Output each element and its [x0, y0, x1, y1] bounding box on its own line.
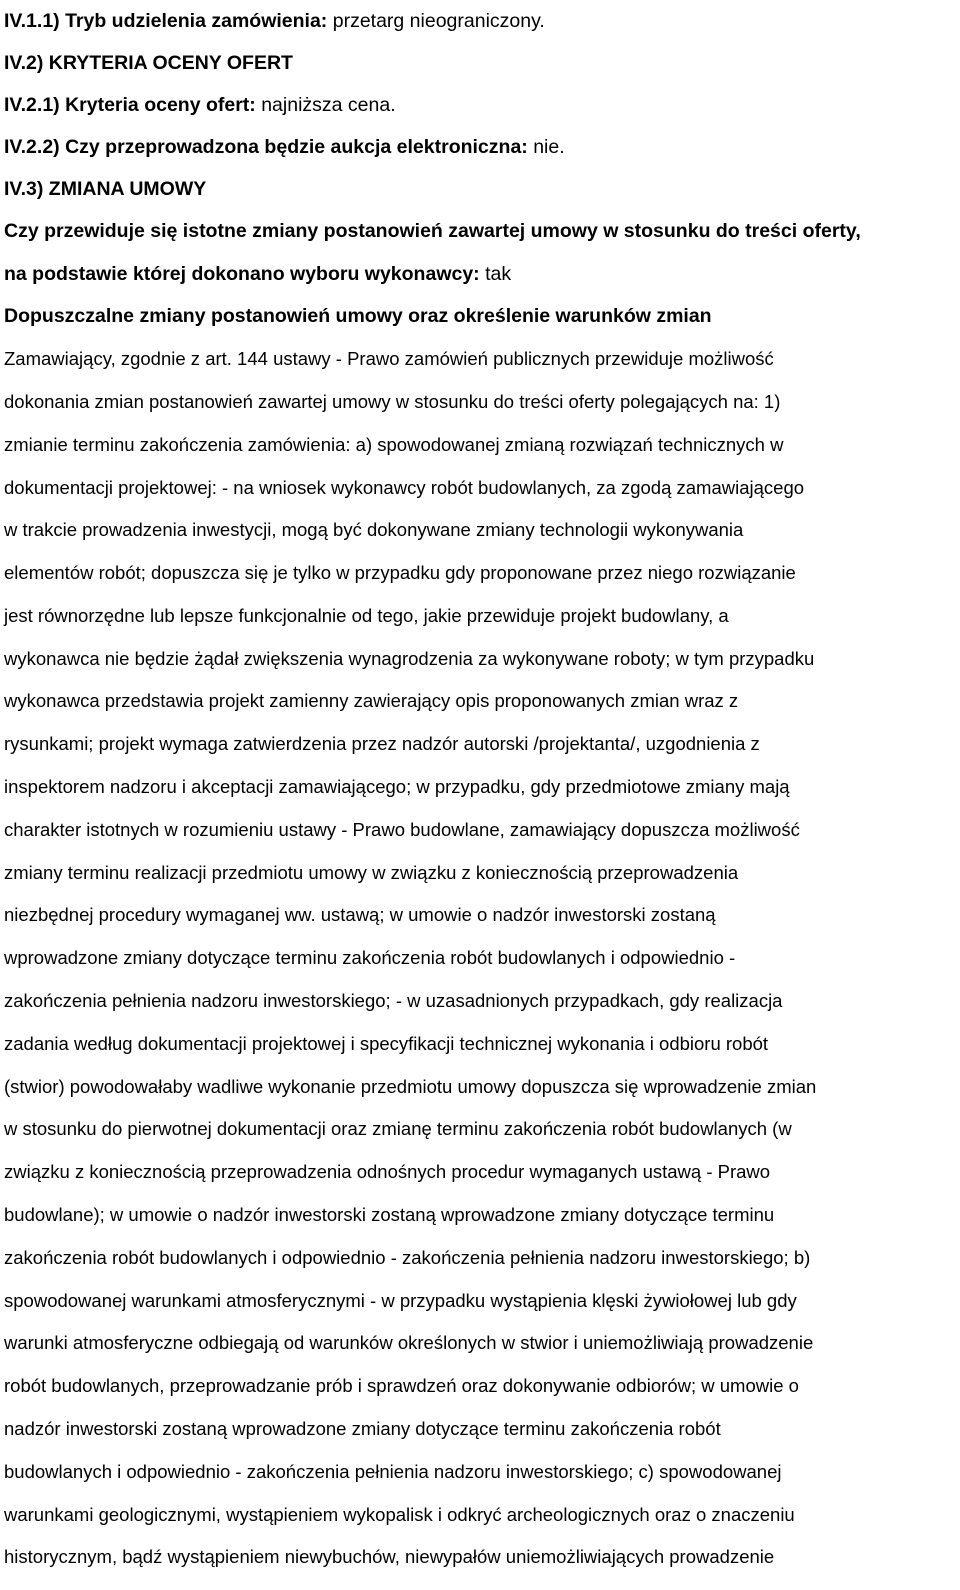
paragraph-line: związku z koniecznością przeprowadzenia odnośnych procedur wymaganych ustawą - Prawo	[4, 1161, 771, 1183]
paragraph-line: warunki atmosferyczne odbiegają od warunków określonych w stwior i uniemożliwiają prowadzenie	[4, 1332, 814, 1354]
paragraph-line: zadania według dokumentacji projektowej i specyfikacji technicznej wykonania i odbioru robót	[4, 1032, 769, 1054]
paragraph-line: zakończenia robót budowlanych i odpowiednio - zakończenia pełnienia nadzoru inwestorskiego; b)	[4, 1246, 811, 1268]
paragraph-line: wykonawca przedstawia projekt zamienny zawierający opis proponowanych zmian wraz z	[4, 690, 739, 712]
paragraph-line: dokonania zmian postanowień zawartej umowy w stosunku do treści oferty polegających na: 1)	[4, 390, 781, 412]
question-line-1: Czy przewiduje się istotne zmiany postanowień zawartej umowy w stosunku do treści oferty,	[4, 220, 861, 242]
paragraph-line: rysunkami; projekt wymaga zatwierdzenia przez nadzór autorski /projektanta/, uzgodnienia z	[4, 733, 760, 755]
paragraph-line: (stwior) powodowałaby wadliwe wykonanie przedmiotu umowy dopuszcza się wprowadzenie zmian	[4, 1075, 817, 1097]
criteria-label: IV.2.1) Kryteria oceny ofert:	[4, 94, 256, 116]
evaluation-criteria-heading-label: IV.2) KRYTERIA OCENY OFERT	[4, 52, 293, 74]
paragraph-line: Zamawiający, zgodnie z art. 144 ustawy - Prawo zamówień publicznych przewiduje możliwość	[4, 348, 774, 370]
auction-label: IV.2.2) Czy przeprowadzona będzie aukcja elektroniczna:	[4, 136, 528, 158]
paragraph-line: robót budowlanych, przeprowadzanie prób i sprawdzeń oraz dokonywanie odbiorów; w umowie o	[4, 1375, 799, 1397]
paragraph-line: niezbędnej procedury wymaganej ww. ustawą; w umowie o nadzór inwestorski zostaną	[4, 904, 716, 926]
paragraph-line: inspektorem nadzoru i akceptacji zamawiającego; w przypadku, gdy przedmiotowe zmiany mają	[4, 776, 790, 798]
paragraph-line: zakończenia pełnienia nadzoru inwestorskiego; - w uzasadnionych przypadkach, gdy realizacja	[4, 990, 783, 1012]
paragraph-line: w trakcie prowadzenia inwestycji, mogą być dokonywane zmiany technologii wykonywania	[4, 519, 744, 541]
paragraph-line: spowodowanej warunkami atmosferycznymi - w przypadku wystąpienia klęski żywiołowej lub gdy	[4, 1289, 797, 1311]
question-line-2-label: na podstawie której dokonano wyboru wykonawcy:	[4, 262, 480, 285]
paragraph-line: charakter istotnych w rozumieniu ustawy - Prawo budowlane, zamawiający dopuszcza możliwość	[4, 818, 800, 840]
criteria-value: najniższa cena.	[255, 94, 396, 116]
document-page	[4, 0, 956, 1579]
contract-change-heading-label: IV.3) ZMIANA UMOWY	[4, 178, 207, 200]
question-answer: tak	[479, 262, 512, 285]
paragraph-line: zmianie terminu zakończenia zamówienia: a) spowodowanej zmianą rozwiązań technicznych w	[4, 433, 784, 455]
paragraph-line: jest równorzędne lub lepsze funkcjonalnie od tego, jakie przewiduje projekt budowlany, a	[4, 604, 729, 626]
paragraph-line: zmiany terminu realizacji przedmiotu umowy w związku z koniecznością przeprowadzenia	[4, 861, 739, 883]
allowed-changes-paragraph	[4, 338, 956, 1579]
evaluation-criteria-heading	[4, 42, 956, 84]
paragraph-line: wykonawca nie będzie żądał zwiększenia wynagrodzenia za wykonywane roboty; w tym przypadku	[4, 647, 815, 669]
paragraph-line: warunkami geologicznymi, wystąpieniem wykopalisk i odkryć archeologicznych oraz o znaczeniu	[4, 1503, 795, 1525]
paragraph-line: budowlanych i odpowiednio - zakończenia pełnienia nadzoru inwestorskiego; c) spowodowanej	[4, 1460, 782, 1482]
paragraph-line: budowlane); w umowie o nadzór inwestorski zostaną wprowadzone zmiany dotyczące terminu	[4, 1204, 775, 1226]
paragraph-line: dokumentacji projektowej: - na wniosek wykonawcy robót budowlanych, za zgodą zamawiającego	[4, 476, 805, 498]
contract-change-heading	[4, 168, 956, 210]
paragraph-line: w stosunku do pierwotnej dokumentacji oraz zmianę terminu zakończenia robót budowlanych (w	[4, 1118, 792, 1140]
auction-line	[4, 126, 956, 168]
auction-value: nie.	[527, 136, 565, 158]
paragraph-line: nadzór inwestorski zostaną wprowadzone zmiany dotyczące terminu zakończenia robót	[4, 1418, 721, 1440]
tender-mode-value: przetarg nieograniczony.	[327, 10, 545, 32]
paragraph-line: wprowadzone zmiany dotyczące terminu zakończenia robót budowlanych i odpowiednio -	[4, 947, 736, 969]
allowed-changes-heading: Dopuszczalne zmiany postanowień umowy oraz określenie warunków zmian	[4, 305, 712, 328]
tender-mode-label: IV.1.1) Tryb udzielenia zamówienia:	[4, 10, 328, 32]
tender-mode-line	[4, 0, 956, 42]
paragraph-line: elementów robót; dopuszcza się je tylko w przypadku gdy proponowane przez niego rozwiązanie	[4, 562, 796, 584]
question-line-2	[4, 253, 956, 296]
criteria-line	[4, 84, 956, 126]
paragraph-line: historycznym, bądź wystąpieniem niewybuchów, niewypałów uniemożliwiających prowadzenie	[4, 1546, 775, 1568]
